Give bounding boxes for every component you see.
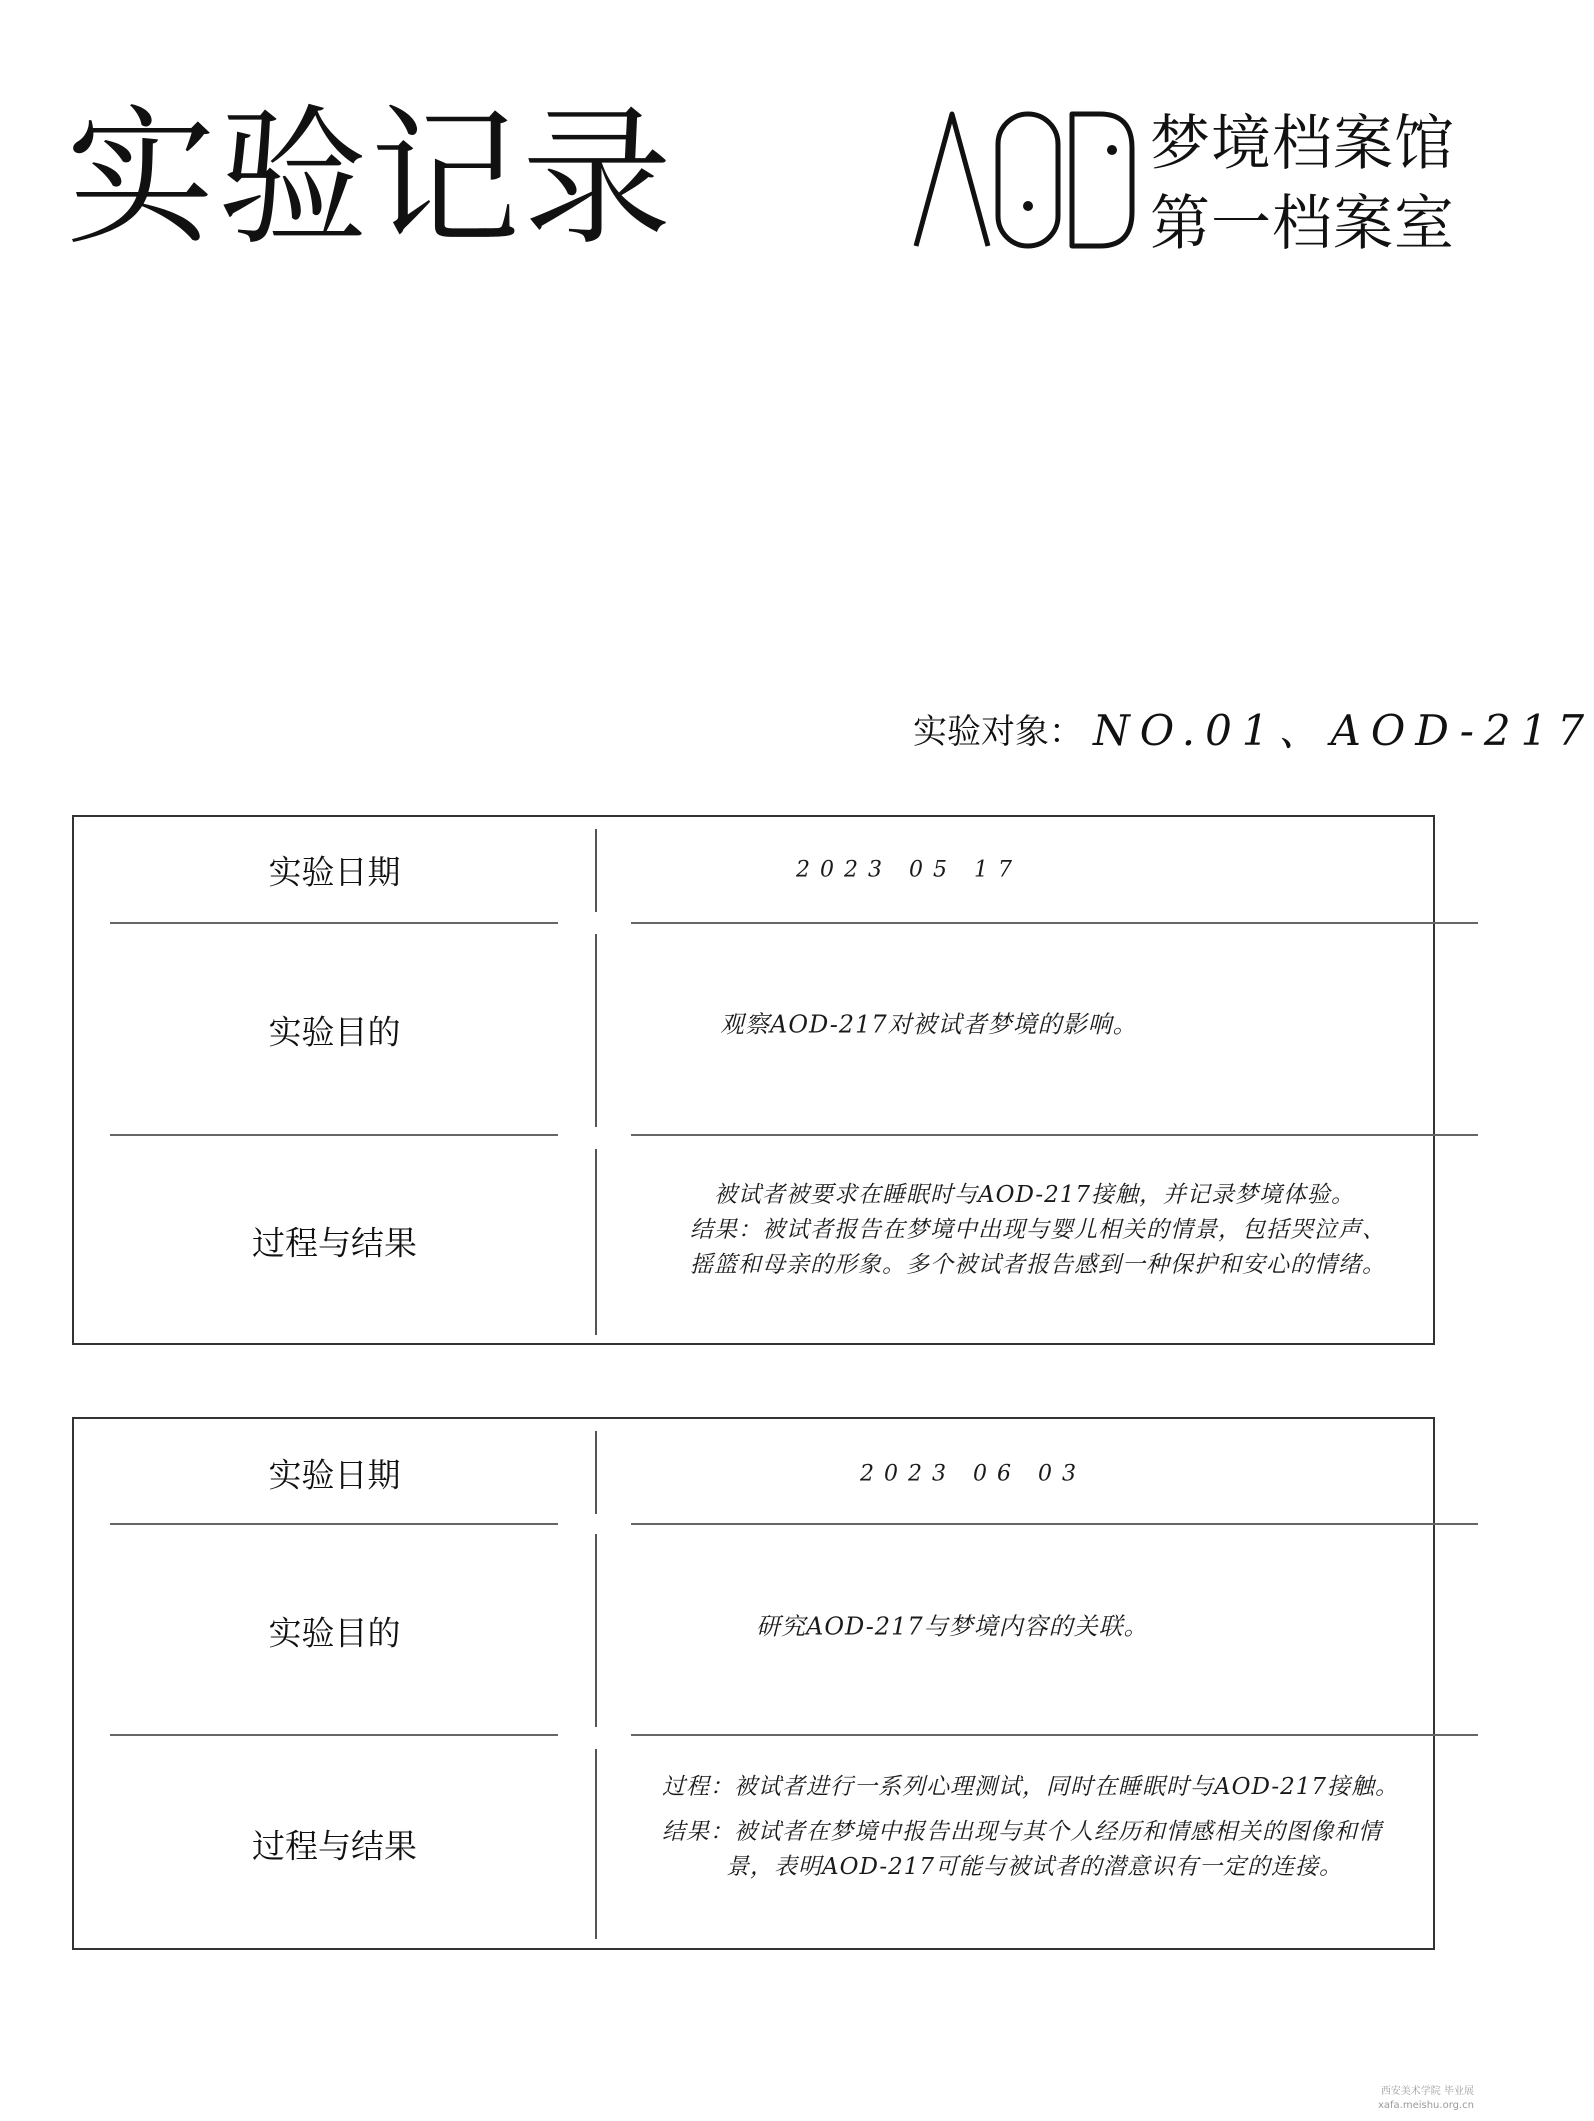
row-divider	[110, 1734, 558, 1736]
row-divider	[110, 1523, 558, 1525]
column-divider	[595, 829, 597, 912]
column-divider	[595, 1749, 597, 1939]
watermark-line-2: xafa.meishu.org.cn	[1377, 2099, 1474, 2111]
logo-line-2: 第一档案室	[1150, 189, 1455, 259]
purpose-label: 实验目的	[268, 1012, 401, 1052]
record-card-2	[72, 1417, 1435, 1950]
logo-line-1: 梦境档案馆	[1150, 109, 1455, 179]
record-card-1	[72, 815, 1435, 1345]
row-divider	[631, 922, 1478, 924]
date-label: 实验日期	[268, 852, 401, 892]
process-line-1: 过程：被试者进行一系列心理测试，同时在睡眠时与AOD-217接触。	[662, 1774, 1400, 1800]
process-line-3: 摇篮和母亲的形象。多个被试者报告感到一种保护和安心的情绪。	[690, 1252, 1386, 1278]
purpose-label: 实验目的	[268, 1613, 401, 1653]
date-label: 实验日期	[268, 1455, 401, 1495]
column-divider	[595, 1431, 597, 1514]
column-divider	[595, 1149, 597, 1335]
column-divider	[595, 1534, 597, 1727]
column-divider	[595, 934, 597, 1127]
process-label: 过程与结果	[252, 1223, 417, 1263]
process-line-3: 景，表明AOD-217可能与被试者的潜意识有一定的连接。	[726, 1854, 1344, 1880]
row-divider	[631, 1134, 1478, 1136]
process-label: 过程与结果	[252, 1826, 417, 1866]
date-value: 2023 05 17	[796, 857, 1022, 883]
subject-value: NO.01、AOD-217	[1093, 706, 1594, 755]
aod-logo-mark-icon	[912, 108, 1137, 248]
date-value: 2023 06 03	[860, 1461, 1086, 1487]
purpose-value: 研究AOD-217与梦境内容的关联。	[756, 1612, 1149, 1641]
process-line-1: 被试者被要求在睡眠时与AOD-217接触，并记录梦境体验。	[714, 1182, 1356, 1208]
row-divider	[631, 1734, 1478, 1736]
purpose-value: 观察AOD-217对被试者梦境的影响。	[720, 1010, 1138, 1039]
page-title: 实验记录	[66, 92, 675, 266]
watermark-line-1: 西安美术学院 毕业展	[1380, 2086, 1474, 2097]
subject-label: 实验对象：	[913, 711, 1083, 752]
row-divider	[110, 1134, 558, 1136]
process-line-2: 结果：被试者在梦境中报告出现与其个人经历和情感相关的图像和情	[662, 1819, 1382, 1845]
row-divider	[110, 922, 558, 924]
process-line-2: 结果：被试者报告在梦境中出现与婴儿相关的情景，包括哭泣声、	[690, 1217, 1386, 1243]
subject-row	[913, 700, 1594, 756]
watermark	[1324, 2085, 1474, 2112]
row-divider	[631, 1523, 1478, 1525]
